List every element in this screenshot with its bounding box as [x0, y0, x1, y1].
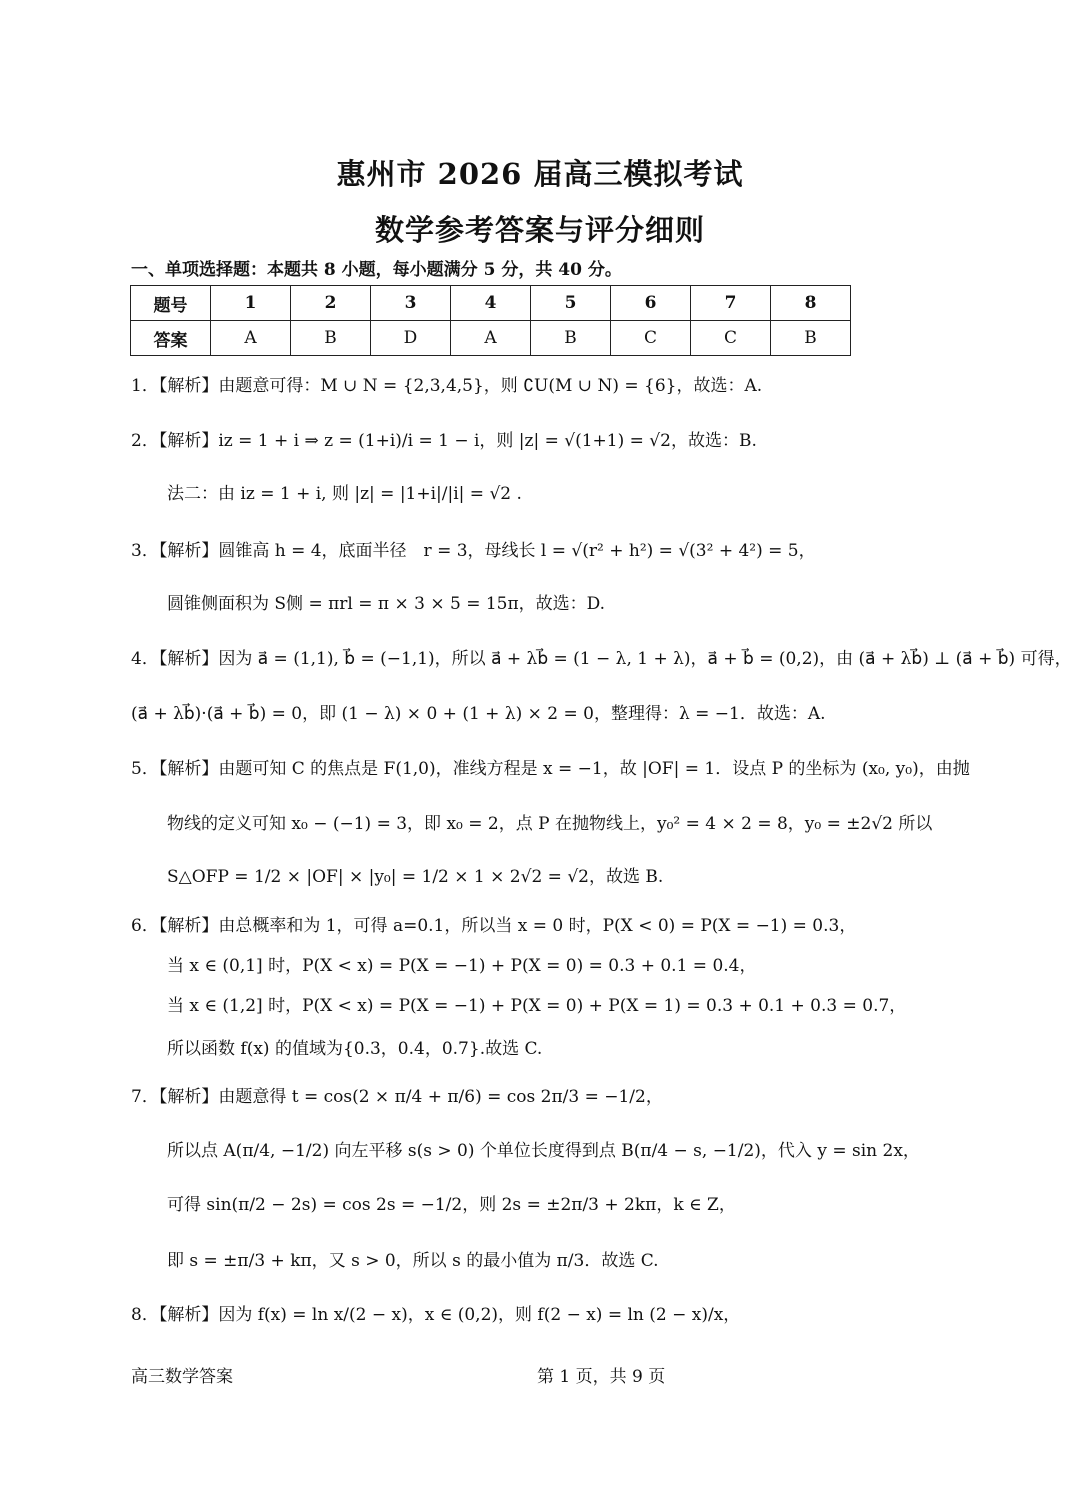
- solution-line: 1．【解析】由题意可得：M ∪ N = {2,3,4,5}，则 ∁U(M ∪ N) = {6}，故选：A.: [131, 376, 763, 396]
- table-answer: A: [451, 321, 531, 356]
- section-heading: 一、单项选择题：本题共 8 小题，每小题满分 5 分，共 40 分。: [131, 260, 622, 280]
- solution-line: 可得 sin(π/2 − 2s) = cos 2s = −1/2，则 2s = ±2π/3 + 2kπ，k ∈ Z，: [167, 1195, 736, 1215]
- table-number: 4: [451, 286, 531, 321]
- document-subtitle: 数学参考答案与评分细则: [374, 213, 705, 247]
- solution-line: 5．【解析】由题可知 C 的焦点是 F(1,0)，准线方程是 x = −1，故 |OF| = 1．设点 P 的坐标为 (x₀, y₀)，由抛: [131, 759, 970, 779]
- document-title: 惠州市 2026 届高三模拟考试: [336, 157, 744, 191]
- solution-line: 即 s = ±π/3 + kπ，又 s > 0，所以 s 的最小值为 π/3．故选 C.: [167, 1251, 659, 1271]
- table-number: 7: [691, 286, 771, 321]
- table-answer: B: [291, 321, 371, 356]
- table-number: 2: [291, 286, 371, 321]
- table-number: 5: [531, 286, 611, 321]
- table-number: 6: [611, 286, 691, 321]
- table-answer: B: [531, 321, 611, 356]
- solution-line: 8．【解析】因为 f(x) = ln x/(2 − x)，x ∈ (0,2)，则 f(2 − x) = ln (2 − x)/x，: [131, 1305, 741, 1325]
- solution-line: 所以函数 f(x) 的值域为{0.3，0.4，0.7}.故选 C.: [167, 1039, 543, 1059]
- solution-line: 6．【解析】由总概率和为 1，可得 a=0.1，所以当 x = 0 时，P(X < 0) = P(X = −1) = 0.3，: [131, 916, 857, 936]
- table-answer: C: [611, 321, 691, 356]
- table-label-answer: 答案: [131, 321, 211, 356]
- table-number: 1: [211, 286, 291, 321]
- table-row-answers: [131, 321, 851, 356]
- solution-line: S△OFP = 1/2 × |OF| × |y₀| = 1/2 × 1 × 2√2 = √2，故选 B.: [167, 867, 664, 887]
- solution-line: 4．【解析】因为 a⃗ = (1,1), b⃗ = (−1,1)，所以 a⃗ + λb⃗ = (1 − λ, 1 + λ)，a⃗ + b⃗ = (0,2)，由 (a⃗ + λb⃗) ⊥ (a⃗ + b⃗) 可得，: [131, 649, 1072, 669]
- solution-line: 当 x ∈ (0,1] 时，P(X < x) = P(X = −1) + P(X = 0) = 0.3 + 0.1 = 0.4，: [167, 956, 757, 976]
- solution-line: 法二：由 iz = 1 + i, 则 |z| = |1+i|/|i| = √2 .: [167, 484, 522, 504]
- solution-line: 2．【解析】iz = 1 + i ⇒ z = (1+i)/i = 1 − i，则 |z| = √(1+1) = √2，故选：B.: [131, 431, 757, 451]
- page-number: 第 1 页，共 9 页: [537, 1367, 666, 1387]
- solution-line: (a⃗ + λb⃗)·(a⃗ + b⃗) = 0，即 (1 − λ) × 0 + (1 + λ) × 2 = 0，整理得：λ = −1．故选：A.: [131, 704, 826, 724]
- table-label-number: 题号: [131, 286, 211, 321]
- solution-line: 圆锥侧面积为 S侧 = πrl = π × 3 × 5 = 15π，故选：D.: [167, 594, 606, 614]
- solution-line: 7．【解析】由题意得 t = cos(2 × π/4 + π/6) = cos 2π/3 = −1/2，: [131, 1087, 663, 1107]
- table-answer: D: [371, 321, 451, 356]
- footer-left: 高三数学答案: [131, 1367, 233, 1387]
- table-answer: B: [771, 321, 851, 356]
- solution-line: 物线的定义可知 x₀ − (−1) = 3，即 x₀ = 2，点 P 在抛物线上，y₀² = 4 × 2 = 8，y₀ = ±2√2 所以: [167, 814, 933, 834]
- answer-table: [130, 285, 851, 356]
- table-answer: A: [211, 321, 291, 356]
- solution-line: 3．【解析】圆锥高 h = 4，底面半径 r = 3，母线长 l = √(r² + h²) = √(3² + 4²) = 5，: [131, 541, 816, 561]
- table-number: 3: [371, 286, 451, 321]
- table-number: 8: [771, 286, 851, 321]
- solution-line: 当 x ∈ (1,2] 时，P(X < x) = P(X = −1) + P(X = 0) + P(X = 1) = 0.3 + 0.1 + 0.3 = 0.7，: [167, 996, 907, 1016]
- table-answer: C: [691, 321, 771, 356]
- solution-line: 所以点 A(π/4, −1/2) 向左平移 s(s > 0) 个单位长度得到点 B(π/4 − s, −1/2)，代入 y = sin 2x，: [167, 1141, 920, 1161]
- table-row-numbers: [131, 286, 851, 321]
